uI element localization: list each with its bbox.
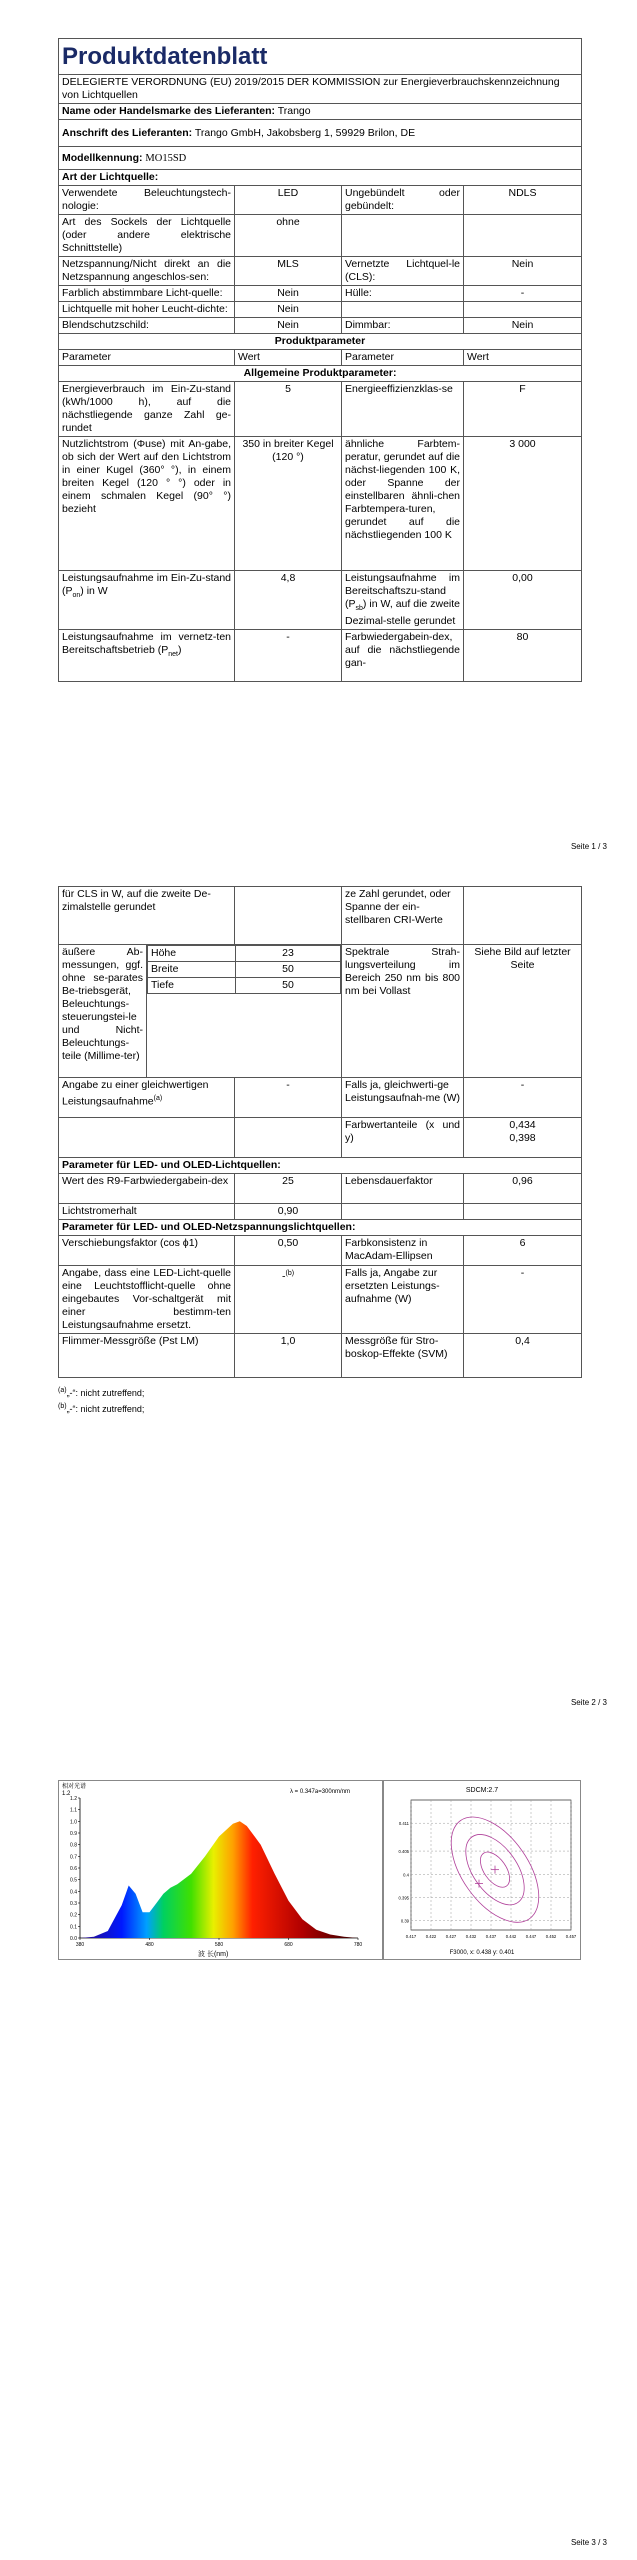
dim-value-0: 23 xyxy=(236,946,341,962)
replace-value: - xyxy=(281,1270,286,1283)
general-param-text-2: Leistungsaufnahme im Ein-Zu-stand (P xyxy=(62,572,231,597)
type-value-3: Nein xyxy=(235,286,342,302)
type-param2-0: Ungebündelt oder gebündelt: xyxy=(342,186,464,215)
type-param-1: Art des Sockels der Lichtquelle (oder andere elektrische Schnittstelle) xyxy=(59,215,235,257)
supplier-name: Trango xyxy=(277,105,311,117)
general-param-tail-2: ) in W xyxy=(80,585,108,597)
type-param-3: Farblich abstimmbare Licht-quelle: xyxy=(59,286,235,302)
type-value2-0: NDLS xyxy=(464,186,582,215)
supplier-address: Trango GmbH, Jakobsberg 1, 59929 Brilon, DE xyxy=(194,126,416,139)
supplier-name-label: Name oder Handelsmarke des Lieferanten: xyxy=(62,105,275,117)
type-value-4: Nein xyxy=(235,302,342,318)
pf-value: 0,50 xyxy=(235,1236,342,1266)
ellipse-caption: F3000, x: 0.438 y: 0.401 xyxy=(449,1950,515,1956)
spectrum-chart xyxy=(58,1780,383,1960)
spectrum-ytick-label-9: 0.9 xyxy=(70,1831,77,1837)
spectrum-ytick-label-12: 1.2 xyxy=(70,1796,77,1802)
ellipse-xtick-label-5: 0.442 xyxy=(505,1934,517,1939)
spectral-label: Spektrale Strah-lungsverteilung im Bereich 250 nm bis 800 nm bei Vollast xyxy=(342,945,464,1078)
type-value2-4 xyxy=(464,302,582,318)
footnote-a xyxy=(58,1384,581,1400)
type-value-2: MLS xyxy=(235,257,342,286)
spectrum-xtick-label-2: 580 xyxy=(214,1942,224,1948)
general-param-1 xyxy=(59,437,235,571)
cont-value-1 xyxy=(235,887,342,945)
general-param-2 xyxy=(59,571,235,630)
datasheet-page-1 xyxy=(58,38,581,682)
ellipse-xtick-label-0: 0.417 xyxy=(405,1934,417,1939)
general-value2-3: 80 xyxy=(464,630,582,682)
general-param-3 xyxy=(59,630,235,682)
equiv-value: - xyxy=(235,1078,342,1118)
replace-value-cell xyxy=(235,1266,342,1334)
dims-label: äußere Ab-messungen, ggf. ohne se-parates Be-triebsgerät, Beleuchtungs-steuerungstei-le und Nicht-Beleuchtungs-teile (Millime-ter) xyxy=(59,945,147,1078)
chroma-x: 0,434 xyxy=(509,1119,536,1131)
strobo-value: 0,4 xyxy=(464,1334,582,1378)
datasheet-page-2 xyxy=(58,886,581,1416)
type-param-5: Blendschutzschild: xyxy=(59,318,235,334)
spectrum-ytick-label-6: 0.6 xyxy=(70,1866,77,1872)
dim-label-2: Tiefe xyxy=(148,978,236,994)
flicker-value: 1,0 xyxy=(235,1334,342,1378)
spectrum-ytick-label-11: 1.1 xyxy=(70,1807,77,1814)
type-param-4: Lichtquelle mit hoher Leucht-dichte: xyxy=(59,302,235,318)
general-param-sub-3: net xyxy=(168,651,178,659)
general-param2-3 xyxy=(342,630,464,682)
col-header-value-1: Wert xyxy=(235,350,342,366)
spectrum-ytick-label-10: 1.0 xyxy=(70,1819,77,1826)
spectrum-ytick-label-0: 0.0 xyxy=(70,1936,77,1942)
general-param2-text-0: Energieeffizienzklas-se xyxy=(345,383,453,395)
general-param2-text-3: Farbwiedergabein-dex, auf die nächstliegende gan- xyxy=(345,631,460,670)
spectrum-ytick-label-8: 0.8 xyxy=(70,1842,77,1849)
type-param2-2: Vernetzte Lichtquel-le (CLS): xyxy=(342,257,464,286)
ellipse-xtick-label-6: 0.447 xyxy=(525,1934,537,1939)
col-header-param-1: Parameter xyxy=(59,350,235,366)
dim-value-1: 50 xyxy=(236,962,341,978)
page-number-3: Seite 3 / 3 xyxy=(570,2538,607,2547)
spectrum-xlabel: 波 长(nm) xyxy=(198,1951,229,1958)
mains-section-header: Parameter für LED- und OLED-Netzspannungslichtquellen: xyxy=(59,1220,582,1236)
replace-footnote-ref: (b) xyxy=(285,1270,295,1277)
general-param-sub-2: on xyxy=(72,592,81,600)
strobo-label: Messgröße für Stro-boskop-Effekte (SVM) xyxy=(342,1334,464,1378)
footnote-a-mark: (a) xyxy=(58,1387,67,1394)
equiv-footnote-ref: (a) xyxy=(153,1095,163,1102)
page-title: Produktdatenblatt xyxy=(59,39,582,75)
type-param-2: Netzspannung/Nicht direkt an die Netzspannung angeschlos-sen: xyxy=(59,257,235,286)
type-value2-5: Nein xyxy=(464,318,582,334)
page-3 xyxy=(0,1720,637,2560)
general-param-tail-3: ) xyxy=(177,644,182,657)
general-value-2: 4,8 xyxy=(235,571,342,630)
datasheet-table-2 xyxy=(58,886,582,1378)
general-param-text-3: Leistungsaufnahme im vernetz-ten Bereitschaftsbetrieb (P xyxy=(62,631,231,657)
page-1 xyxy=(0,0,637,860)
type-param2-5: Dimmbar: xyxy=(342,318,464,334)
ellipse-ytick-label-4: 0.39 xyxy=(400,1918,409,1924)
equiv-value-2: - xyxy=(464,1078,582,1118)
chroma-y: 0,398 xyxy=(509,1132,536,1144)
replace-value-2: - xyxy=(464,1266,582,1334)
ellipse-xtick-label-1: 0.422 xyxy=(425,1934,437,1939)
general-value2-2: 0,00 xyxy=(464,571,582,630)
page-2 xyxy=(0,870,637,1720)
ellipse-xtick-label-3: 0.432 xyxy=(465,1934,477,1939)
dim-label-0: Höhe xyxy=(148,946,236,962)
type-param2-4 xyxy=(342,302,464,318)
flicker-label: Flimmer-Messgröße (Pst LM) xyxy=(59,1334,235,1378)
general-param-0 xyxy=(59,382,235,437)
ellipse-ytick-label-3: 0.395 xyxy=(398,1895,409,1901)
spectrum-ytick-label-5: 0.5 xyxy=(70,1877,77,1884)
type-section-header: Art der Lichtquelle: xyxy=(59,170,582,186)
ellipse-xtick-label-7: 0.452 xyxy=(545,1934,557,1939)
cont-value-2 xyxy=(464,887,582,945)
general-param2-1 xyxy=(342,437,464,571)
r9-label: Wert des R9-Farbwiedergabein-dex xyxy=(59,1174,235,1204)
spectrum-ylabel: 相对光谱 xyxy=(62,1784,87,1790)
model-label: Modellkennung: xyxy=(62,151,143,164)
footnote-b-text: „-“: nicht zutreffend; xyxy=(66,1404,145,1414)
page-number-2: Seite 2 / 3 xyxy=(570,1698,607,1707)
footnote-b-mark: (b) xyxy=(58,1403,67,1410)
ellipse-title: SDCM:2.7 xyxy=(465,1787,499,1794)
ellipse-xtick-label-8: 0.457 xyxy=(565,1934,577,1939)
r9-value: 25 xyxy=(235,1174,342,1204)
spectrum-ytick-label-7: 0.7 xyxy=(70,1854,77,1861)
pf-label: Verschiebungsfaktor (cos ϕ1) xyxy=(59,1236,235,1266)
general-param2-text-1: ähnliche Farbtem-peratur, gerundet auf die nächst-liegenden 100 K, oder Spanne der einstellbaren ähnli-chen Farbtempera-turen, gerundet auf die nächstliegenden 100 K xyxy=(345,438,460,541)
macadam-value: 6 xyxy=(464,1236,582,1266)
maint-empty-2 xyxy=(464,1204,582,1220)
regulation-text: DELEGIERTE VERORDNUNG (EU) 2019/2015 DER KOMMISSION zur Energieverbrauchskennzeichnung von Lichtquellen xyxy=(59,75,582,104)
replace-label: Angabe, dass eine LED-Licht-quelle eine Leuchtstofflicht-quelle ohne eingebautes Vor-schaltgerät mit einer bestimm-ten Leistungsaufnahme ersetzt. xyxy=(59,1266,235,1334)
cont-param-1: für CLS in W, auf die zweite De-zimalstelle gerundet xyxy=(59,887,235,945)
general-value-1: 350 in breiter Kegel (120 °) xyxy=(235,437,342,571)
general-param2-2 xyxy=(342,571,464,630)
general-params-header: Allgemeine Produktparameter: xyxy=(59,366,582,382)
general-param-text-0: Energieverbrauch im Ein-Zu-stand (kWh/1000 h), auf die nächstliegende ganze Zahl ge-rundet xyxy=(62,383,231,434)
spectrum-xtick-label-4: 780 xyxy=(353,1942,363,1948)
ellipse-xtick-label-4: 0.437 xyxy=(485,1934,497,1939)
page-number-1: Seite 1 / 3 xyxy=(570,842,607,851)
col-header-value-2: Wert xyxy=(464,350,582,366)
lifetime-label: Lebensdauerfaktor xyxy=(342,1174,464,1204)
general-value2-0: F xyxy=(464,382,582,437)
equiv-label-cell xyxy=(59,1078,235,1118)
spectrum-ytick-label-4: 0.4 xyxy=(70,1889,77,1896)
ellipse-ytick-label-0: 0.411 xyxy=(398,1821,409,1827)
ellipse-ytick-label-2: 0.4 xyxy=(403,1872,409,1878)
type-value-0: LED xyxy=(235,186,342,215)
dim-label-1: Breite xyxy=(148,962,236,978)
chroma-label: Farbwertanteile (x und y) xyxy=(342,1118,464,1158)
type-value2-2: Nein xyxy=(464,257,582,286)
spectrum-ytick-label-2: 0.2 xyxy=(70,1912,77,1919)
general-value2-1: 3 000 xyxy=(464,437,582,571)
spectrum-info: λ = 0.347a=300nm/nm xyxy=(290,1789,351,1795)
type-value-5: Nein xyxy=(235,318,342,334)
dims-cell xyxy=(147,945,342,1078)
product-params-header: Produktparameter xyxy=(59,334,582,350)
ellipse-chart xyxy=(383,1780,581,1960)
dims-table xyxy=(147,945,341,994)
general-value-3: - xyxy=(235,630,342,682)
type-value2-3: - xyxy=(464,286,582,302)
equiv-label: Angabe zu einer gleichwertigen Leistungsaufnahme xyxy=(62,1079,209,1108)
chroma-empty-1 xyxy=(59,1118,235,1158)
chroma-values xyxy=(464,1118,582,1158)
led-section-header: Parameter für LED- und OLED-Lichtquellen: xyxy=(59,1158,582,1174)
type-param2-3: Hülle: xyxy=(342,286,464,302)
datasheet-table-1 xyxy=(58,38,582,682)
spectrum-xtick-label-3: 680 xyxy=(284,1942,293,1948)
model-row xyxy=(59,147,582,170)
ellipse-xtick-label-2: 0.427 xyxy=(445,1934,457,1939)
general-param2-0 xyxy=(342,382,464,437)
footnotes xyxy=(58,1384,581,1416)
equiv-param-2: Falls ja, gleichwerti-ge Leistungsaufnah-me (W) xyxy=(342,1078,464,1118)
cont-param-2: ze Zahl gerundet, oder Spanne der ein-stellbaren CRI-Werte xyxy=(342,887,464,945)
general-value-0: 5 xyxy=(235,382,342,437)
supplier-address-row xyxy=(59,120,582,147)
macadam-label: Farbkonsistenz in MacAdam-Ellipsen xyxy=(342,1236,464,1266)
replace-param-2: Falls ja, Angabe zur ersetzten Leistungs-aufnahme (W) xyxy=(342,1266,464,1334)
supplier-name-row xyxy=(59,104,582,120)
maint-value: 0,90 xyxy=(235,1204,342,1220)
footnote-a-text: „-“: nicht zutreffend; xyxy=(66,1388,145,1398)
spectrum-xtick-label-0: 380 xyxy=(75,1942,85,1948)
lifetime-value: 0,96 xyxy=(464,1174,582,1204)
dim-value-2: 50 xyxy=(236,978,341,994)
type-param2-1 xyxy=(342,215,464,257)
general-param2-sub-2: sb xyxy=(355,605,363,613)
general-param-text-1: Nutzlichtstrom (Φuse) mit An-gabe, ob sich der Wert auf den Lichtstrom in einer Kugel (360° °), in einem breiten Kegel (120 ° °) oder in einem schmalen Kegel (90° °) bezieht xyxy=(62,438,231,515)
maint-label: Lichtstromerhalt xyxy=(59,1204,235,1220)
type-value2-1 xyxy=(464,215,582,257)
spectrum-ymax: 1.2 xyxy=(62,1791,71,1797)
footnote-b xyxy=(58,1400,581,1416)
spectrum-ytick-label-3: 0.3 xyxy=(70,1901,77,1907)
type-param-0: Verwendete Beleuchtungstech-nologie: xyxy=(59,186,235,215)
spectrum-ytick-label-1: 0.1 xyxy=(70,1924,77,1931)
general-param2-tail-2: ) in W, auf die zweite Dezimal-stelle gerundet xyxy=(345,598,460,628)
general-param2-text-2: Leistungsaufnahme im Bereitschaftszu-stand (P xyxy=(345,572,460,610)
chroma-empty-2 xyxy=(235,1118,342,1158)
spectrum-xtick-label-1: 480 xyxy=(145,1942,154,1948)
type-value-1: ohne xyxy=(235,215,342,257)
maint-empty-1 xyxy=(342,1204,464,1220)
ellipse-ytick-label-1: 0.405 xyxy=(398,1849,409,1855)
model-id: MO15SD xyxy=(145,152,187,164)
col-header-param-2: Parameter xyxy=(342,350,464,366)
supplier-address-label: Anschrift des Lieferanten: xyxy=(62,126,193,139)
spectral-value: Siehe Bild auf letzter Seite xyxy=(464,945,582,1078)
